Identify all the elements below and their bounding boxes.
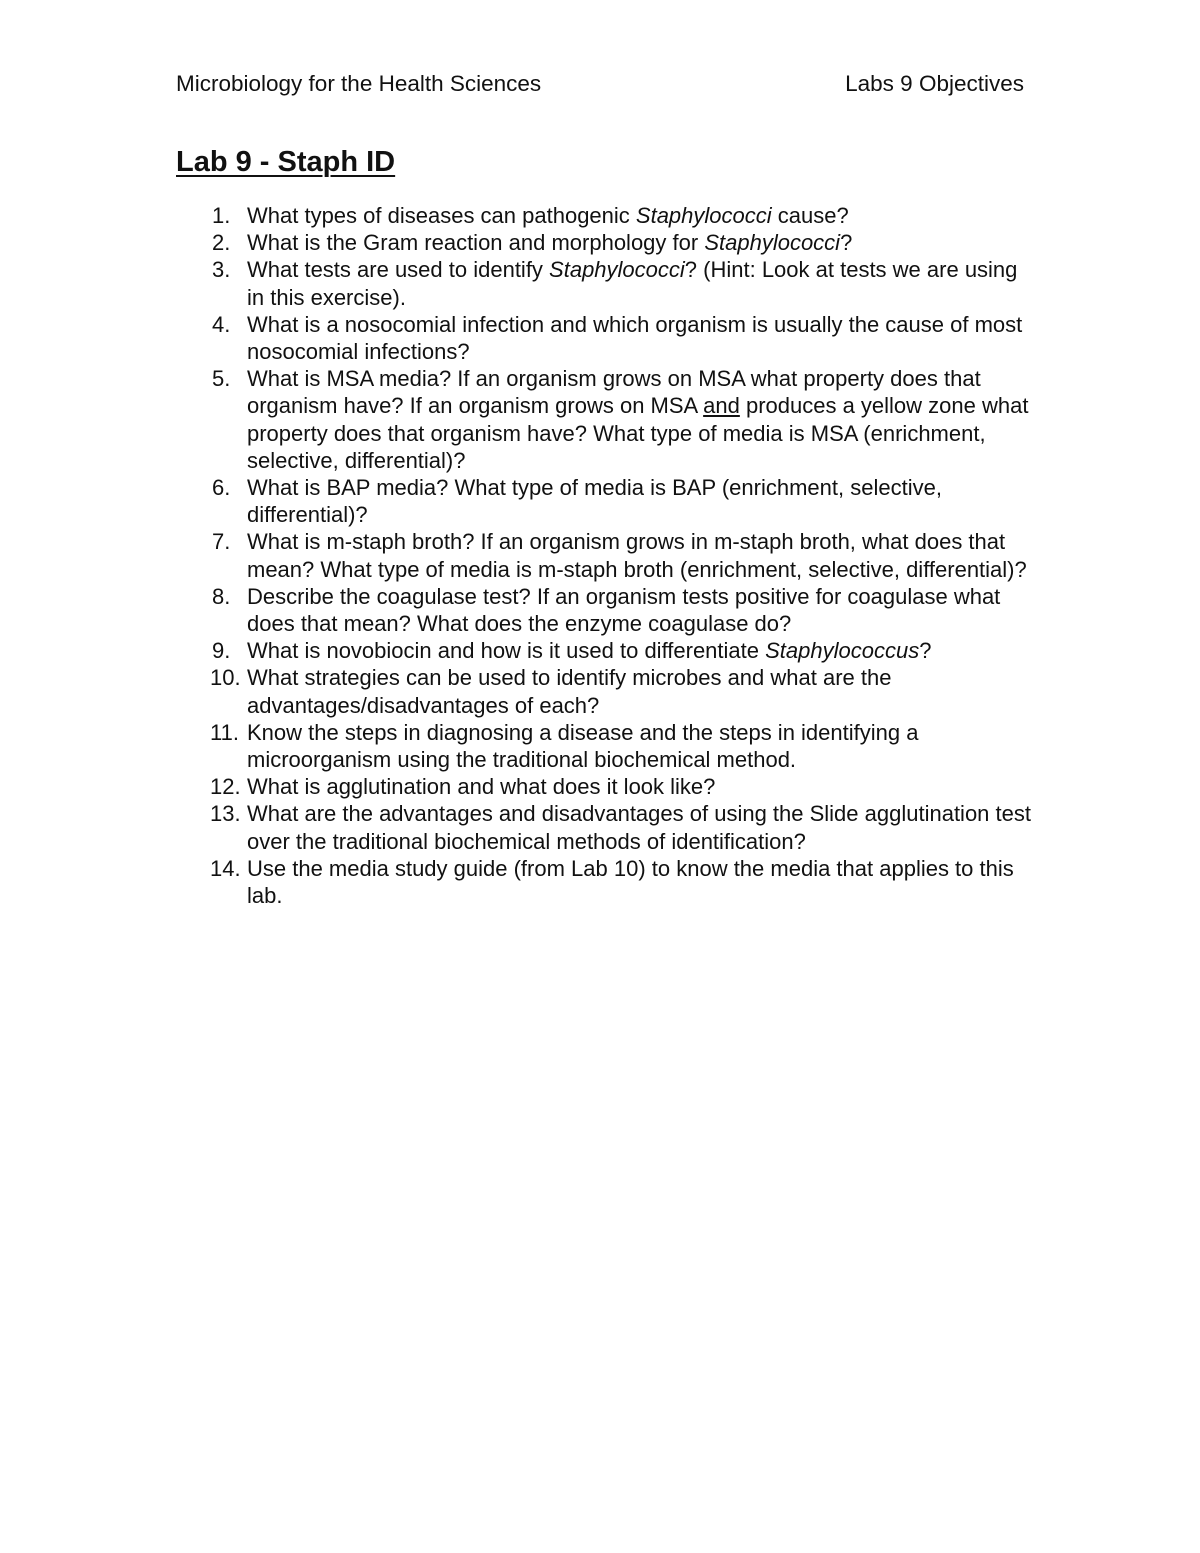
objective-number: 2. — [212, 230, 231, 256]
objective-text: What are the advantages and disadvantages of using the Slide agglutination test over the traditional biochemical methods of identification? — [247, 801, 1031, 854]
objective-item — [176, 773, 1036, 800]
objective-number: 10. — [210, 665, 241, 691]
objective-number: 9. — [212, 638, 231, 664]
objective-text: What types of diseases can pathogenic Staphylococci cause? — [247, 203, 849, 228]
objective-item — [176, 855, 1036, 909]
objective-text: Use the media study guide (from Lab 10) to know the media that applies to this lab. — [247, 855, 1014, 909]
objective-text: What strategies can be used to identify microbes and what are the advantages/disadvantages of each? — [247, 665, 892, 718]
objective-item — [176, 719, 1036, 773]
objective-item — [176, 202, 1036, 229]
objective-item — [176, 474, 1036, 528]
objective-item — [176, 311, 1036, 365]
objective-text: What is novobiocin and how is it used to differentiate Staphylococcus? — [247, 638, 932, 664]
objective-item — [176, 583, 1036, 637]
objective-number: 5. — [212, 366, 231, 392]
objective-number: 3. — [212, 257, 231, 283]
objective-item — [176, 664, 1036, 718]
objectives-list — [176, 202, 1036, 909]
objective-text: What tests are used to identify Staphylococci? (Hint: Look at tests we are using in this exercise). — [247, 257, 1018, 310]
objective-number: 1. — [212, 203, 231, 228]
objective-item — [176, 800, 1036, 854]
section-title: Labs 9 Objectives — [845, 71, 1024, 96]
objective-number: 11. — [210, 719, 239, 745]
objective-text: Know the steps in diagnosing a disease and the steps in identifying a microorganism using the traditional biochemical method. — [247, 719, 919, 773]
objective-number: 13. — [210, 801, 241, 827]
objective-text: Describe the coagulase test? If an organism tests positive for coagulase what does that mean? What does the enzyme coagulase do? — [247, 583, 1001, 637]
objective-text: What is BAP media? What type of media is BAP (enrichment, selective, differential)? — [247, 475, 942, 528]
objective-number: 4. — [212, 311, 231, 337]
objective-text: What is MSA media? If an organism grows on MSA what property does that organism have? If an organism grows on MSA and produces a yellow zone what property does that organism have? What type of media is MSA (enrichment, selective, differential)? — [247, 366, 1029, 473]
objective-text: What is agglutination and what does it look like? — [247, 774, 716, 800]
objective-item — [176, 229, 1036, 256]
objective-text: What is a nosocomial infection and which organism is usually the cause of most nosocomial infections? — [247, 311, 1023, 365]
objective-item — [176, 528, 1036, 582]
objective-item — [176, 365, 1036, 474]
objective-text: What is m-staph broth? If an organism grows in m-staph broth, what does that mean? What type of media is m-staph broth (enrichment, selective, differential)? — [247, 529, 1027, 582]
objective-number: 6. — [212, 475, 231, 501]
course-title: Microbiology for the Health Sciences — [176, 71, 542, 96]
objective-item — [176, 256, 1036, 310]
objective-text: What is the Gram reaction and morphology for Staphylococci? — [247, 230, 853, 256]
objective-number: 14. — [210, 855, 241, 881]
objective-number: 8. — [212, 583, 231, 609]
objective-number: 12. — [210, 774, 241, 800]
page-header — [176, 68, 1024, 100]
objective-number: 7. — [212, 529, 231, 555]
objective-item — [176, 637, 1036, 664]
lab-title: Lab 9 - Staph ID — [176, 146, 396, 178]
